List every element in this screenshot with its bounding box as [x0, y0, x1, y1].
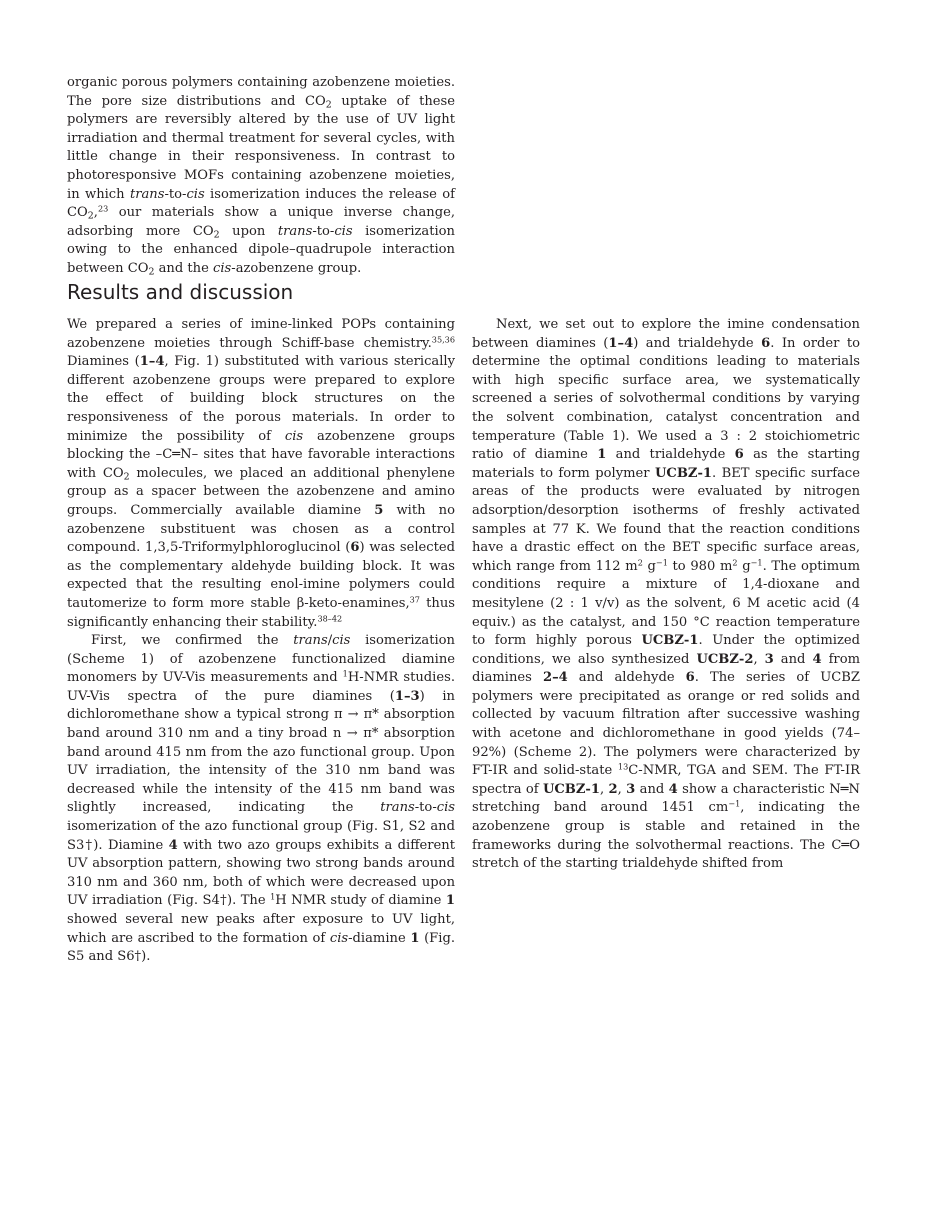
- body-paragraph: Next, we set out to explore the imine condensation between diamines (1–4) and trialdehyde 6. In order to determine the optimal conditions leading to materials with high specific surface area, we systematically screened a series of solvothermal conditions by varying the solvent combination, catalyst concentration and temperature (Table 1). We used a 3 : 2 stoichiometric ratio of diamine 1 and trialdehyde 6 as the starting materials to form polymer UCBZ-1. BET specific surface areas of the products were evaluated by nitrogen adsorption/desorption isotherms of freshly activated samples at 77 K. We found that the reaction conditions have a drastic effect on the BET specific surface areas, which range from 112 $m^2$ $g^{-1}$ to 980 $m^2$ $g^{-1}$. The optimum conditions require a mixture of 1,4-dioxane and mesitylene (2 : 1 v/v) as the solvent, 6 M acetic acid (4 equiv.) as the catalyst, and 150 °C reaction temperature to form highly porous UCBZ-1. Under the optimized conditions, we also synthesized UCBZ-2, 3 and 4 from diamines 2–4 and aldehyde 6. The series of UCBZ polymers were precipitated as orange or red solids and collected by vacuum filtration after successive washing with acetone and dichloromethane in good yields (74–92%) (Scheme 2). The polymers were characterized by FT-IR and solid-state $^{13}$C-NMR, TGA and SEM. The FT-IR spectra of UCBZ-1, 2, 3 and 4 show a characteristic N═N stretching band around 1451 $cm^{-1}$, indicating the azobenzene group is stable and retained in the frameworks during the solvothermal reactions. The C═O stretch of the starting trialdehyde shifted from: [472, 317, 860, 872]
- body-paragraph: We prepared a series of imine-linked POPs containing azobenzene moieties through Schiff-base chemistry.$^{35,36}$ Diamines (1–4, Fig. 1) substituted with various sterically different azobenzene groups were prepared to explore the effect of building block structures on the responsiveness of the porous materials. In order to minimize the possibility of cis azobenzene groups blocking the –C═N– sites that have favorable interactions with $CO_2$ molecules, we placed an additional phenylene group as a spacer between the azobenzene and amino groups. Commercially available diamine 5 with no azobenzene substituent was chosen as a control compound. 1,3,5-Triformylphloroglucinol (6) was selected as the complementary aldehyde building block. It was expected that the resulting enol-imine polymers could tautomerize to form more stable β-keto-enamines,$^{37}$ thus significantly enhancing their stability.$^{38-42}$: [67, 317, 456, 630]
- right-column: [472, 316, 860, 874]
- left-column: [67, 316, 455, 967]
- intro-column: [67, 74, 455, 279]
- body-paragraph: First, we confirmed the trans/cis isomerization (Scheme 1) of azobenzene functionalized diamine monomers by UV-Vis measurements and $^1$H-NMR studies. UV-Vis spectra of the pure diamines (1–3) in dichloromethane show a typical strong π → π* absorption band around 310 nm and a tiny broad n → π* absorption band around 415 nm from the azo functional group. Upon UV irradiation, the intensity of the 310 nm band was decreased while the intensity of the 415 nm band was slightly increased, indicating the trans-to-cis isomerization of the azo functional group (Fig. S1, S2 and S3†). Diamine 4 with two azo groups exhibits a different UV absorption pattern, showing two strong bands around 310 nm and 360 nm, both of which were decreased upon UV irradiation (Fig. S4†). The $^1$H NMR study of diamine 1 showed several new peaks after exposure to UV light, which are ascribed to the formation of cis-diamine 1 (Fig. S5 and S6†).: [67, 633, 456, 965]
- section-heading: Results and discussion: [67, 280, 294, 304]
- intro-paragraph: organic porous polymers containing azobenzene moieties. The pore size distributions and $CO_2$ uptake of these polymers are reversibly altered by the use of UV light irradiation and thermal treatment for several cycles, with little change in their responsiveness. In contrast to photoresponsive MOFs containing azobenzene moieties, in which trans-to-cis isomerization induces the release of $CO_2,^{23}$ our materials show a unique inverse change, adsorbing more $CO_2$ upon trans-to-cis isomerization owing to the enhanced dipole–quadrupole interaction between $CO_2$ and the cis-azobenzene group.: [67, 75, 456, 278]
